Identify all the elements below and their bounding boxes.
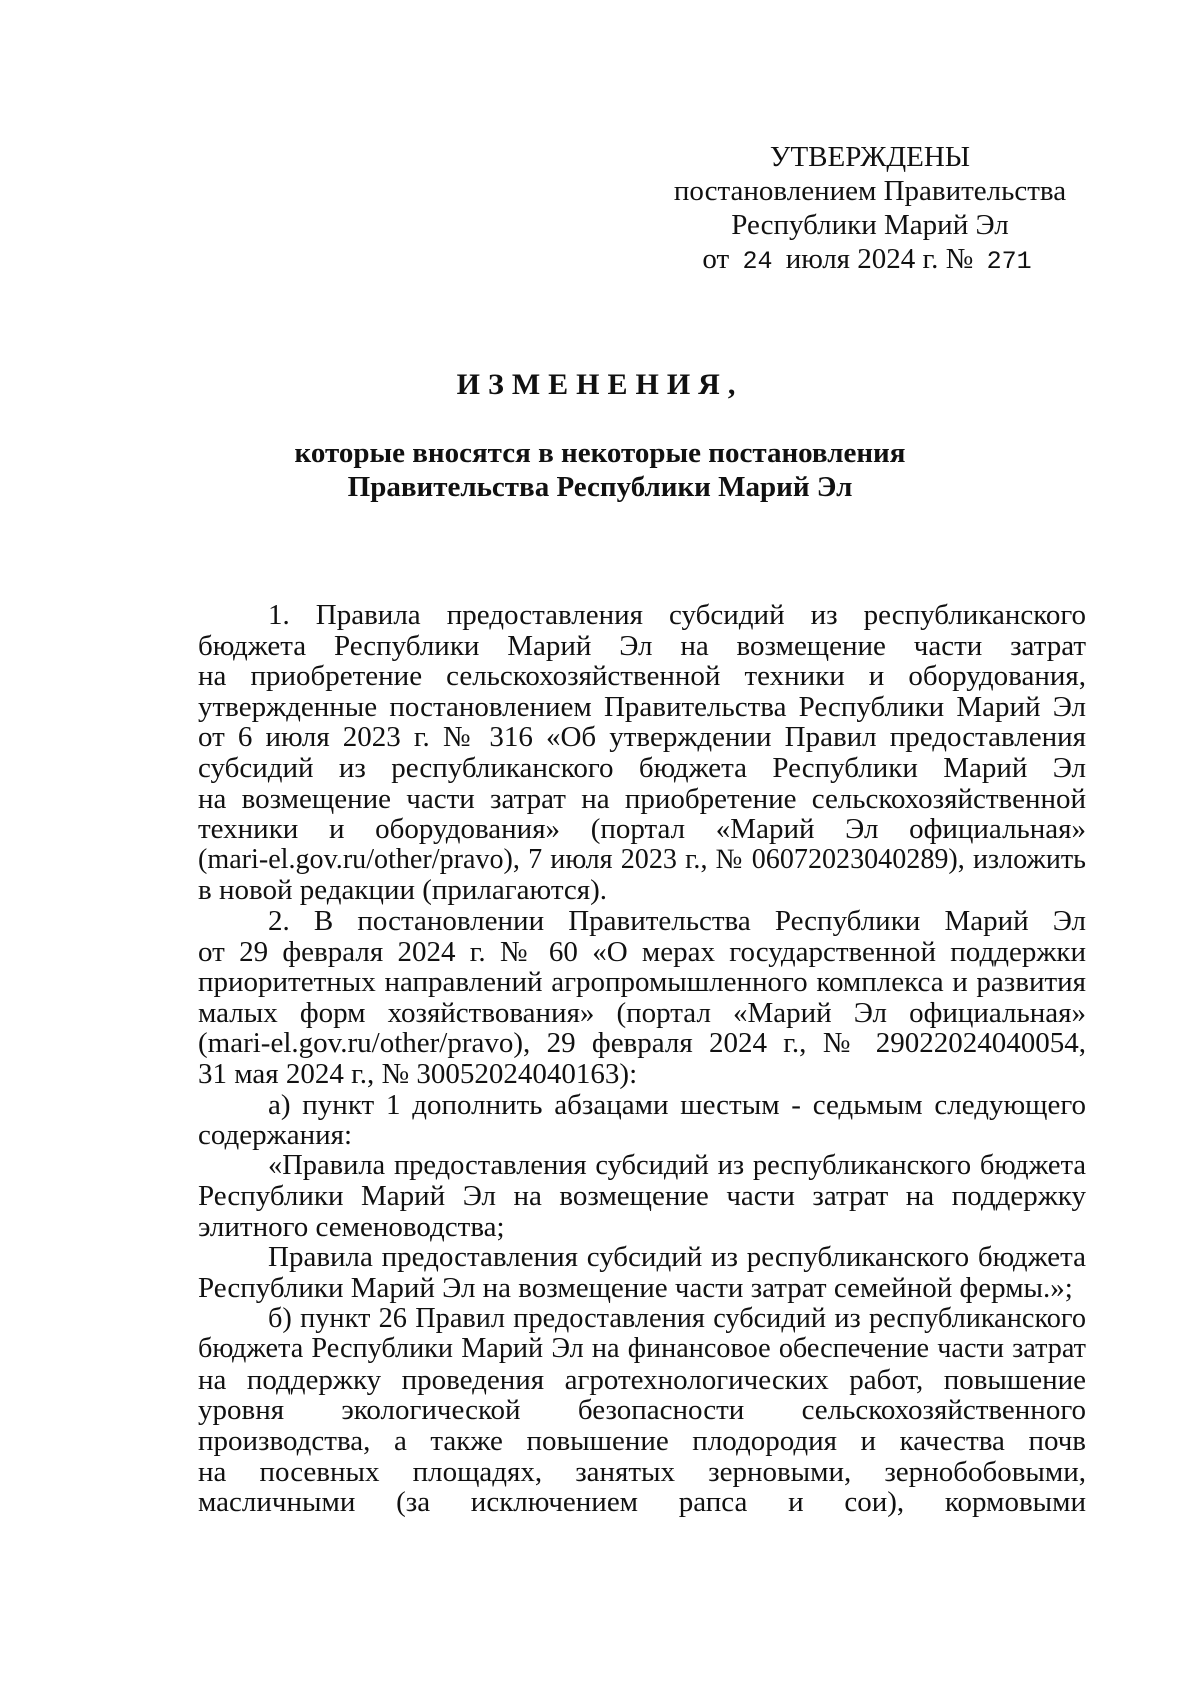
- approval-heading: УТВЕРЖДЕНЫ: [769, 141, 971, 173]
- body-line: в новой редакции (прилагаются).: [198, 874, 607, 907]
- body-line: на посевных площадях, занятых зерновыми, зернобобовыми,: [198, 1455, 1086, 1488]
- approval-block: [600, 140, 1140, 279]
- body-line: б) пункт 26 Правил предоставления субсидий из республиканского: [268, 1302, 1086, 1334]
- body-line: на приобретение сельскохозяйственной техники и оборудования,: [198, 660, 1086, 693]
- body-line: малых форм хозяйствования» (портал «Марий Эл официальная»: [198, 996, 1086, 1029]
- approval-month-year: июля 2024 г. №: [785, 243, 974, 275]
- body-line: Республики Марий Эл на возмещение части затрат на поддержку: [198, 1180, 1086, 1213]
- body-line: содержания:: [198, 1119, 353, 1152]
- document-body: [198, 600, 1086, 1518]
- body-line: а) пункт 1 дополнить абзацами шестым - седьмым следующего: [268, 1088, 1086, 1121]
- body-line: от 6 июля 2023 г. № 316 «Об утверждении Правил предоставления: [198, 721, 1086, 754]
- body-line: (mari-el.gov.ru/other/pravo), 29 февраля 2024 г., № 29022024040054,: [198, 1027, 1086, 1060]
- body-line: 31 мая 2024 г., № 30052024040163):: [198, 1057, 638, 1090]
- body-line: производства, а также повышение плодородия и качества почв: [198, 1425, 1086, 1458]
- body-line: Республики Марий Эл на возмещение части затрат семейной фермы.»;: [198, 1272, 1073, 1305]
- body-line: элитного семеноводства;: [198, 1210, 505, 1243]
- approval-number: 271: [986, 247, 1032, 276]
- body-line: субсидий из республиканского бюджета Республики Марий Эл: [198, 751, 1086, 784]
- body-line: приоритетных направлений агропромышленного комплекса и развития: [198, 966, 1086, 999]
- document-subtitle: [0, 436, 1200, 504]
- body-line: 1. Правила предоставления субсидий из республиканского: [268, 599, 1086, 631]
- approval-date-prefix: от: [702, 243, 730, 275]
- body-line: «Правила предоставления субсидий из республиканского бюджета: [268, 1149, 1086, 1181]
- approval-line-3: Республики Марий Эл: [731, 209, 1009, 241]
- body-line: бюджета Республики Марий Эл на возмещение части затрат: [198, 629, 1086, 662]
- approval-day: 24: [742, 247, 773, 276]
- body-line: техники и оборудования» (портал «Марий Эл официальная»: [198, 813, 1086, 846]
- body-line: (mari-el.gov.ru/other/pravo), 7 июля 2023 г., № 06072023040289), изложить: [198, 843, 1086, 875]
- approval-date-line: [600, 242, 1140, 279]
- body-line: утвержденные постановлением Правительства Республики Марий Эл: [198, 690, 1086, 723]
- body-line: масличными (за исключением рапса и сои), кормовыми: [198, 1486, 1086, 1519]
- body-line: 2. В постановлении Правительства Республики Марий Эл: [268, 904, 1086, 937]
- approval-line-2: постановлением Правительства: [673, 175, 1067, 207]
- subtitle-line-2: Правительства Республики Марий Эл: [347, 471, 853, 503]
- body-line: от 29 февраля 2024 г. № 60 «О мерах государственной поддержки: [198, 935, 1086, 968]
- document-title: ИЗМЕНЕНИЯ,: [456, 368, 744, 401]
- body-line: на поддержку проведения агротехнологических работ, повышение: [198, 1363, 1086, 1396]
- body-line: уровня экологической безопасности сельскохозяйственного: [198, 1394, 1086, 1427]
- body-line: на возмещение части затрат на приобретение сельскохозяйственной: [198, 782, 1086, 815]
- subtitle-line-1: которые вносятся в некоторые постановления: [294, 437, 906, 469]
- body-line: бюджета Республики Марий Эл на финансовое обеспечение части затрат: [198, 1333, 1086, 1365]
- body-line: Правила предоставления субсидий из республиканского бюджета: [268, 1241, 1086, 1274]
